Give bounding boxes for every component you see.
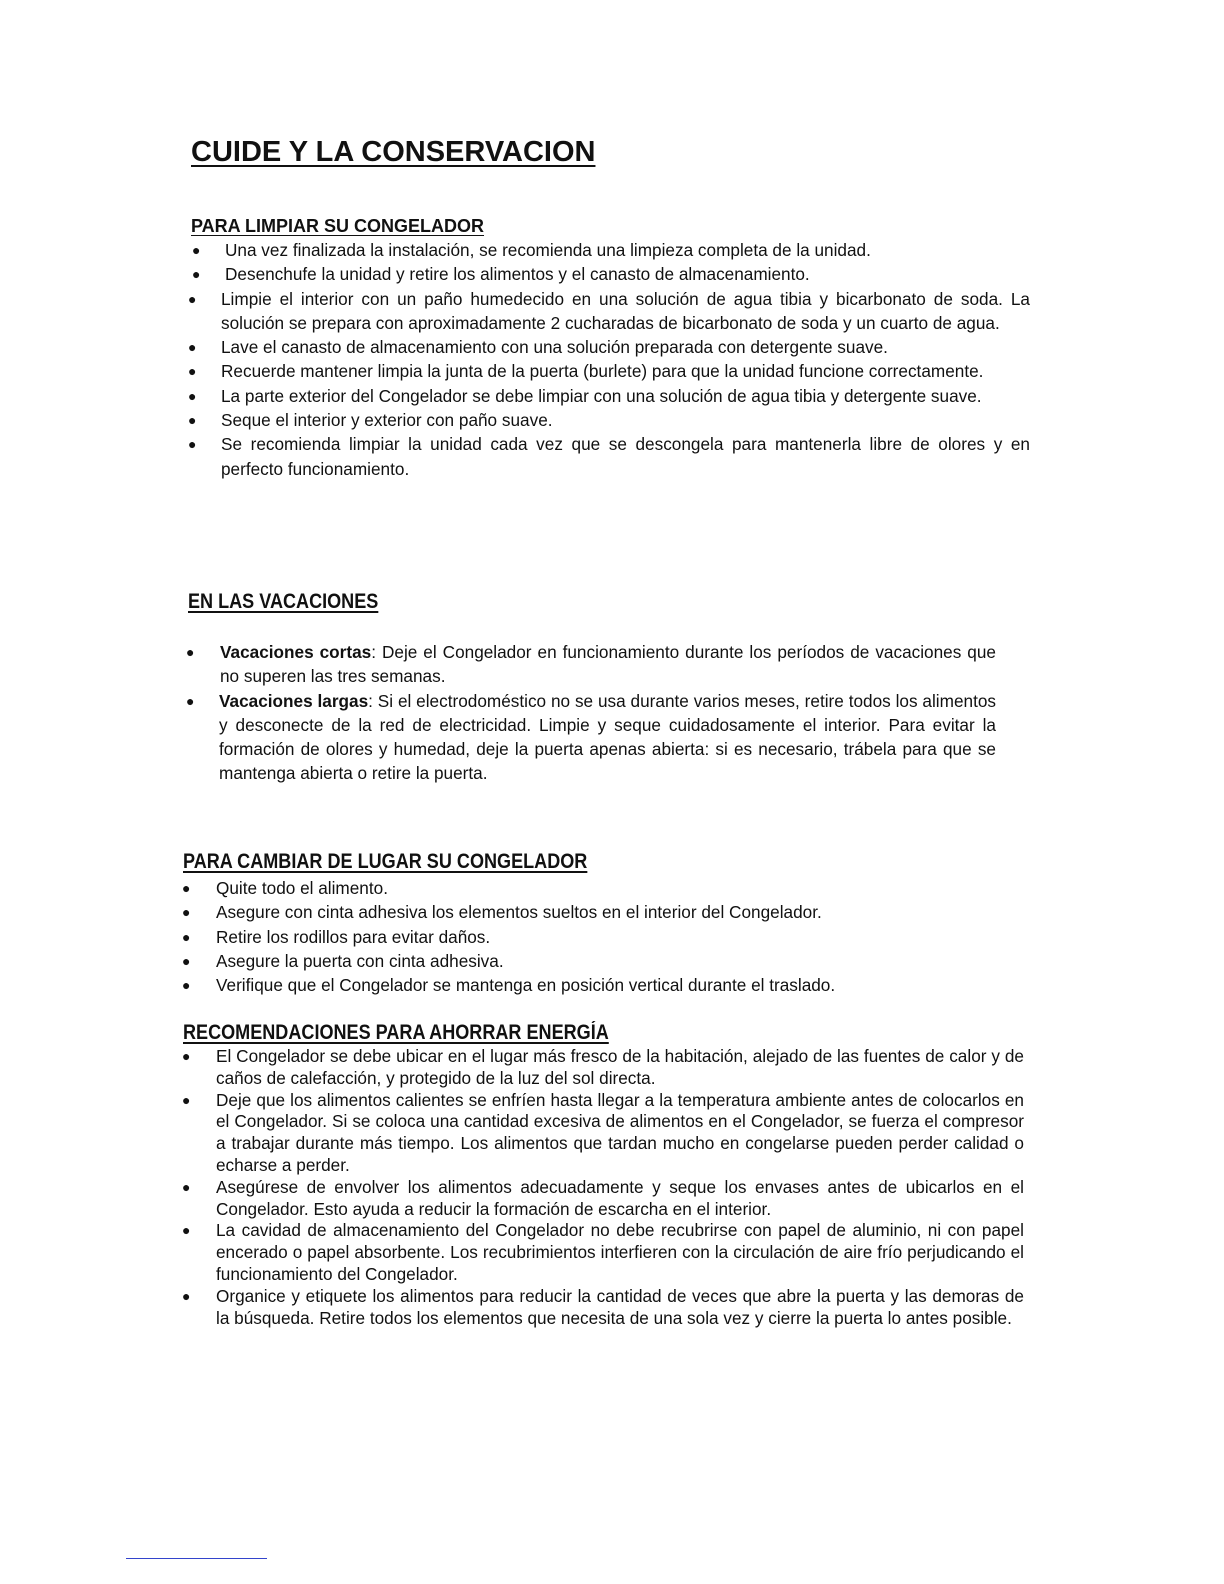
- list-item: ● Recuerde mantener limpia la junta de la puerta (burlete) para que la unidad funcione correctamente.: [188, 361, 984, 382]
- bullet-list: [182, 876, 1024, 997]
- list-item: ● Vacaciones cortas: Deje el Congelador en funcionamiento durante los períodos de vacaciones que no superen las tres semanas.: [186, 642, 996, 687]
- list-item: ● Organice y etiquete los alimentos para reducir la cantidad de veces que abre la puerta y las demoras de la búsqueda. Retire todos los elementos que necesita de una sola vez y cierre la puerta lo antes posible.: [182, 1285, 1024, 1328]
- section-energy-saving: [182, 1021, 1024, 1329]
- footnote-separator: [126, 1558, 267, 1559]
- item-label: Vacaciones largas: [219, 690, 369, 711]
- list-item: ● El Congelador se debe ubicar en el lugar más fresco de la habitación, alejado de las fuentes de calor y de caños de calefacción, y protegido de la luz del sol directa.: [182, 1046, 1024, 1088]
- list-item: ● La cavidad de almacenamiento del Congelador no debe recubrirse con papel de aluminio, ni con papel encerado o papel absorbente. Los recubrimientos interfieren con la circulación de aire frío perjudicando el funcionamiento del Congelador.: [182, 1220, 1024, 1284]
- bullet-list: [182, 1046, 1024, 1329]
- list-item: ● Se recomienda limpiar la unidad cada vez que se descongela para mantenerla libre de olores y en perfecto funcionamiento.: [188, 434, 1030, 479]
- list-item: ● Lave el canasto de almacenamiento con una solución preparada con detergente suave.: [188, 337, 888, 358]
- list-item: ● Una vez finalizada la instalación, se recomienda una limpieza completa de la unidad.: [192, 240, 871, 260]
- list-item: ● Verifique que el Congelador se mantenga en posición vertical durante el traslado.: [182, 975, 836, 996]
- list-item: ● Asegure la puerta con cinta adhesiva.: [182, 950, 504, 971]
- bullet-list: [188, 238, 1030, 481]
- list-item: ● Quite todo el alimento.: [182, 878, 388, 898]
- section-vacations: [186, 590, 996, 786]
- section-moving: [182, 850, 1024, 997]
- bullet-list: [186, 640, 996, 786]
- list-item: ● Seque el interior y exterior con paño suave.: [188, 410, 553, 431]
- list-item: ● Vacaciones largas: Si el electrodoméstico no se usa durante varios meses, retire todos los alimentos y desconecte de la red de electricidad. Limpie y seque cuidadosamente el interior. Para evitar la formación de olores y humedad, deje la puerta apenas abierta: si es necesario, trábela para que se mantenga abierta o retire la puerta.: [186, 690, 996, 784]
- item-label: Vacaciones cortas: [220, 642, 372, 662]
- page-title: CUIDE Y LA CONSERVACION: [191, 136, 596, 168]
- list-item: ● Retire los rodillos para evitar daños.: [182, 926, 491, 947]
- section-heading: EN LAS VACACIONES: [188, 590, 379, 613]
- list-item: ● Desenchufe la unidad y retire los alimentos y el canasto de almacenamiento.: [192, 264, 810, 285]
- list-item: ● Limpie el interior con un paño humedecido en una solución de agua tibia y bicarbonato de soda. La solución se prepara con aproximadamente 2 cucharadas de bicarbonato de soda y un cuarto de agua.: [188, 288, 1030, 333]
- list-item: ● Deje que los alimentos calientes se enfríen hasta llegar a la temperatura ambiente antes de colocarlos en el Congelador. Si se coloca una cantidad excesiva de alimentos en el Congelador, se fuerza el compresor a trabajar durante más tiempo. Los alimentos que tardan mucho en congelarse pueden perder calidad o echarse a perder.: [182, 1089, 1024, 1175]
- section-heading: PARA CAMBIAR DE LUGAR SU CONGELADOR: [183, 850, 588, 873]
- list-item: ● La parte exterior del Congelador se debe limpiar con una solución de agua tibia y detergente suave.: [188, 385, 982, 406]
- section-heading: PARA LIMPIAR SU CONGELADOR: [191, 216, 485, 236]
- list-item: ● Asegure con cinta adhesiva los elementos sueltos en el interior del Congelador.: [182, 902, 822, 923]
- section-cleaning: [188, 216, 1030, 481]
- section-heading: RECOMENDACIONES PARA AHORRAR ENERGÍA: [183, 1021, 609, 1044]
- list-item: ● Asegúrese de envolver los alimentos adecuadamente y seque los envases antes de ubicarlos en el Congelador. Esto ayuda a reducir la formación de escarcha en el interior.: [182, 1176, 1024, 1219]
